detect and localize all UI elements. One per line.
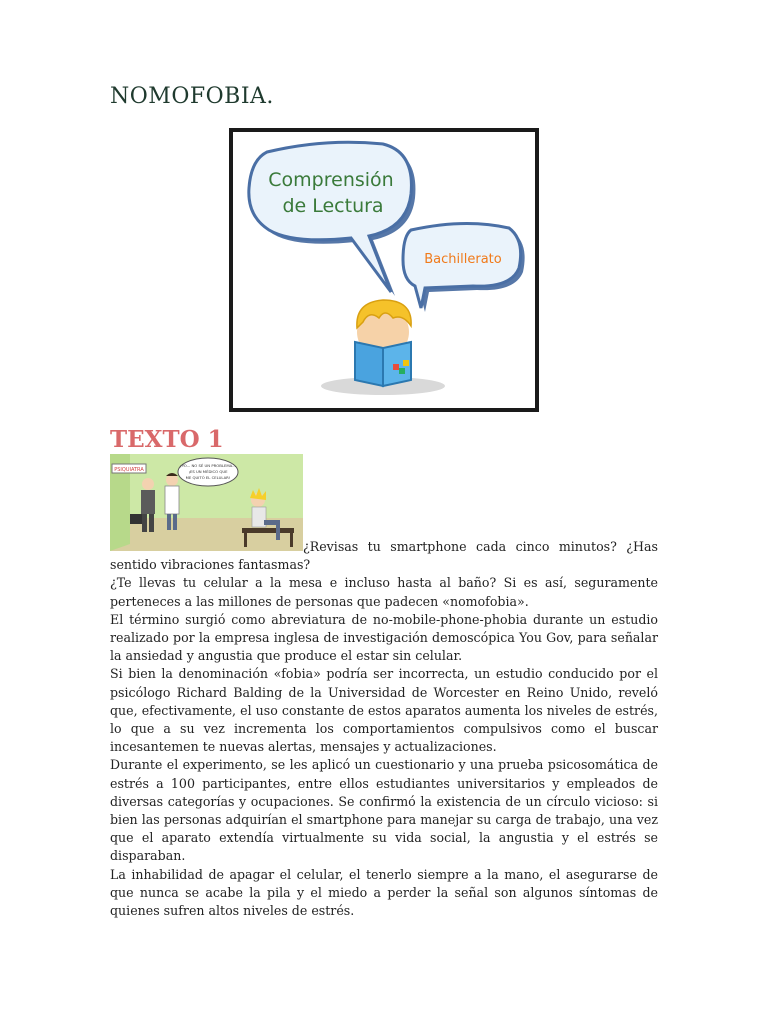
- paragraph: ¿Te llevas tu celular a la mesa e incluso hasta al baño? Si es así, seguramente perteneces a las millones de personas que padecen «nomofobia».: [110, 575, 658, 609]
- reading-comprehension-image: [233, 132, 535, 408]
- paragraph: La inhabilidad de apagar el celular, el tenerlo siempre a la mano, el asegurarse de que nunca se acabe la pila y el miedo a perder la señal son algunos síntomas de quienes sufren altos niveles de estrés.: [110, 866, 658, 919]
- comic-sign: PSIQUIATRA: [114, 467, 144, 473]
- comic-speech-line-1: ¡YO... NO SÉ UN PROBLEMA...: [180, 463, 236, 468]
- comic-illustration: [110, 454, 303, 551]
- article-body: [110, 538, 658, 920]
- paragraph: ¿Revisas tu smartphone cada cinco minutos? ¿Has sentido vibraciones fantasmas?: [110, 539, 658, 573]
- paragraph: Si bien la denominación «fobia» podría ser incorrecta, un estudio conducido por el psicólogo Richard Balding de la Universidad de Worcester en Reino Unido, reveló que, efectivamente, el uso constante de estos aparatos aumenta los niveles de estrés, lo que a su vez incrementa los comportamientos compulsivos como el buscar incesantemen te nuevas alertas, mensajes y actualizaciones.: [110, 666, 658, 755]
- briefcase-icon: [130, 514, 142, 524]
- bubble-main-line-1: Comprensión: [268, 169, 394, 191]
- book-icon: [355, 342, 383, 386]
- comic-speech-line-2: ¡ES UN MÉDICO QUE: [188, 469, 228, 474]
- speech-bubble-large: [249, 142, 412, 292]
- document-title: NOMOFOBIA.: [110, 84, 274, 109]
- bench: [242, 528, 294, 533]
- cover-illustration: [229, 128, 539, 412]
- section-heading: TEXTO 1: [110, 426, 224, 453]
- doctor-office-comic: [110, 454, 303, 551]
- paragraph: El término surgió como abreviatura de no-mobile-phone-phobia durante un estudio realizado por la empresa inglesa de investigación demoscópica You Gov, para señalar la ansiedad y angustia que produce el estar sin celular.: [110, 611, 658, 664]
- paragraph: Durante el experimento, se les aplicó un cuestionario y una prueba psicosomática de estrés a 100 participantes, entre ellos estudiantes universitarios y empleados de diversas categorías y ocupaciones. Se confirmó la existencia de un círculo vicioso: si bien las personas adquirían el smartphone para manejar su carga de trabajo, una vez que el aparato extendía virtualmente su vida social, la angustia y el estrés se disparaban.: [110, 757, 658, 864]
- bubble-small-text: Bachillerato: [424, 252, 502, 267]
- bubble-main-line-2: de Lectura: [282, 195, 384, 217]
- comic-speech-line-3: ME QUITÓ EL CELULAR!: [185, 475, 231, 480]
